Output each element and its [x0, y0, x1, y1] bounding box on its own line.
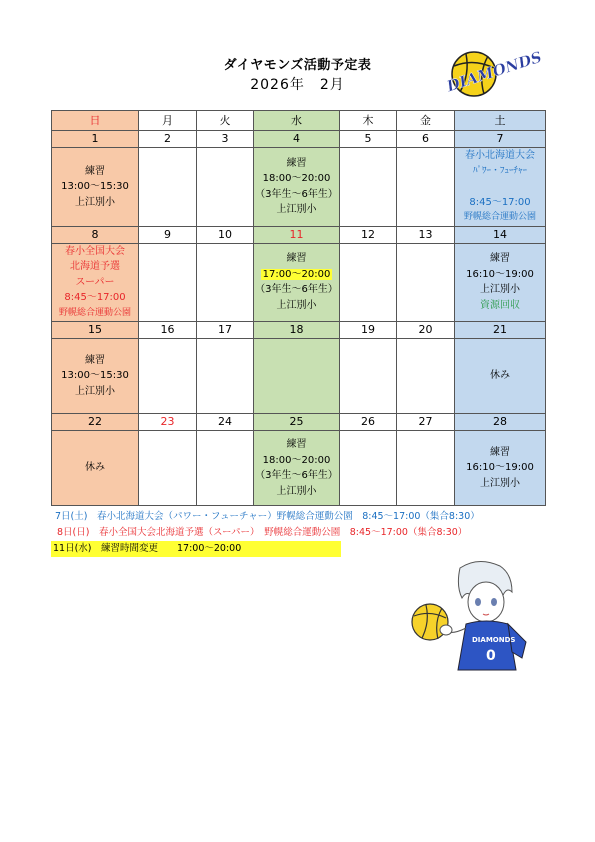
event-cell-sat [455, 243, 546, 322]
date-cell: 12 [340, 226, 397, 243]
event-line: 練習 [286, 157, 307, 169]
event-cell [397, 431, 455, 506]
date-cell: 28 [455, 414, 546, 431]
event-line: 16:10～19:00 [466, 462, 534, 474]
date-cell: 26 [340, 414, 397, 431]
event-cell [397, 148, 455, 227]
event-cell [397, 339, 455, 414]
event-cell-sun [52, 339, 139, 414]
event-line: 資源回収 [480, 299, 520, 311]
event-line: 上江別小 [276, 485, 317, 497]
event-cell-sat [455, 431, 546, 506]
event-line: 18:00～20:00 [262, 454, 331, 466]
event-line: 北海道予選 [70, 261, 120, 272]
weekday-mon: 月 [139, 111, 197, 131]
diamonds-logo [440, 44, 545, 106]
date-cell: 17 [197, 322, 254, 339]
event-line: （3年生～6年生） [255, 188, 338, 200]
event-line: 上江別小 [75, 196, 115, 208]
note-line: 7日(土) 春小北海道大会（パワー・フューチャー）野幌総合運動公園 8:45～17:00（集合8:30） [55, 511, 480, 522]
event-line: 練習 [490, 446, 510, 458]
event-cell-wed [254, 431, 340, 506]
event-cell-wed [254, 243, 340, 322]
weekday-tue: 火 [197, 111, 254, 131]
event-line: 上江別小 [276, 299, 317, 311]
event-cell [197, 339, 254, 414]
event-line: 練習 [286, 439, 307, 450]
event-cell [139, 148, 197, 227]
date-cell: 6 [397, 131, 455, 148]
event-line: スーパー [75, 276, 115, 288]
date-cell: 15 [52, 322, 139, 339]
event-line: 練習 [85, 354, 105, 366]
event-line: 16:10～19:00 [466, 268, 534, 280]
date-cell: 19 [340, 322, 397, 339]
date-cell: 8 [52, 226, 139, 243]
event-cell [139, 431, 197, 506]
event-cell [197, 431, 254, 506]
svg-text:DIAMONDS: DIAMONDS [444, 47, 545, 96]
event-cell-sat [455, 339, 546, 414]
event-line: 春小全国大会 [65, 245, 125, 257]
player-illustration [408, 558, 540, 670]
event-line: 野幌総合運動公園 [463, 212, 536, 222]
date-cell: 16 [139, 322, 197, 339]
event-cell-sun [52, 243, 139, 322]
event-cell-sun [52, 431, 139, 506]
weekday-sat: 土 [455, 111, 546, 131]
calendar-table [51, 110, 546, 506]
event-cell-wed [254, 339, 340, 414]
event-line: 上江別小 [75, 385, 115, 397]
date-cell: 11 [254, 226, 340, 243]
event-line: 練習 [490, 253, 510, 265]
svg-text:DIAMONDS: DIAMONDS [472, 636, 516, 644]
event-line: 13:00～15:30 [61, 370, 129, 382]
date-cell: 5 [340, 131, 397, 148]
event-line: 13:00～15:30 [61, 181, 129, 192]
event-cell [397, 243, 455, 322]
note-line-highlighted: 11日(水) 練習時間変更 17:00～20:00 [51, 541, 341, 557]
date-cell: 2 [139, 131, 197, 148]
event-line: 8:45～17:00 [469, 196, 531, 208]
weekday-sun: 日 [52, 111, 139, 131]
event-cell [340, 148, 397, 227]
date-cell: 23 [139, 414, 197, 431]
event-line-highlighted: 17:00～20:00 [262, 268, 331, 280]
event-line: 春小北海道大会 [465, 150, 535, 161]
event-line: 練習 [85, 165, 105, 177]
event-line: 上江別小 [480, 284, 520, 296]
event-cell-sun [52, 148, 139, 227]
event-line: 練習 [286, 253, 307, 265]
event-cell [197, 243, 254, 322]
date-cell: 13 [397, 226, 455, 243]
date-cell: 7 [455, 131, 546, 148]
event-cell-wed [254, 148, 340, 227]
event-cell [340, 243, 397, 322]
date-cell: 9 [139, 226, 197, 243]
event-line: （3年生～6年生） [255, 284, 338, 296]
event-line: （3年生～6年生） [255, 470, 338, 481]
notes-section [51, 509, 545, 557]
date-cell: 4 [254, 131, 340, 148]
page-subtitle: 2026年 2月 [250, 77, 345, 93]
event-line: ﾊﾟﾜｰ・ﾌｭｰﾁｬｰ [472, 165, 527, 176]
event-cell-sat [455, 148, 546, 227]
event-line: 8:45～17:00 [64, 292, 126, 303]
date-cell: 25 [254, 414, 340, 431]
event-line: 野幌総合運動公園 [58, 307, 131, 318]
weekday-wed: 水 [254, 111, 340, 131]
svg-text:0: 0 [486, 648, 496, 664]
event-cell [340, 339, 397, 414]
event-line [455, 179, 545, 195]
date-cell: 10 [197, 226, 254, 243]
event-cell [139, 339, 197, 414]
event-line: 18:00～20:00 [262, 173, 331, 185]
date-cell: 21 [455, 322, 546, 339]
date-cell: 27 [397, 414, 455, 431]
date-cell: 1 [52, 131, 139, 148]
weekday-fri: 金 [397, 111, 455, 131]
date-cell: 20 [397, 322, 455, 339]
date-cell: 3 [197, 131, 254, 148]
note-line: 8日(日) 春小全国大会北海道予選（スーパー） 野幌総合運動公園 8:45～17:00（集合8:30） [57, 527, 468, 538]
event-line: 上江別小 [480, 477, 520, 489]
weekday-thu: 木 [340, 111, 397, 131]
event-line: 休み [85, 462, 105, 474]
date-cell: 22 [52, 414, 139, 431]
event-cell [139, 243, 197, 322]
date-cell: 18 [254, 322, 340, 339]
event-cell [340, 431, 397, 506]
page-title: ダイヤモンズ活動予定表 [223, 58, 372, 73]
event-line: 上江別小 [276, 204, 317, 216]
event-line: 休み [490, 370, 510, 382]
date-cell: 24 [197, 414, 254, 431]
date-cell: 14 [455, 226, 546, 243]
event-cell [197, 148, 254, 227]
